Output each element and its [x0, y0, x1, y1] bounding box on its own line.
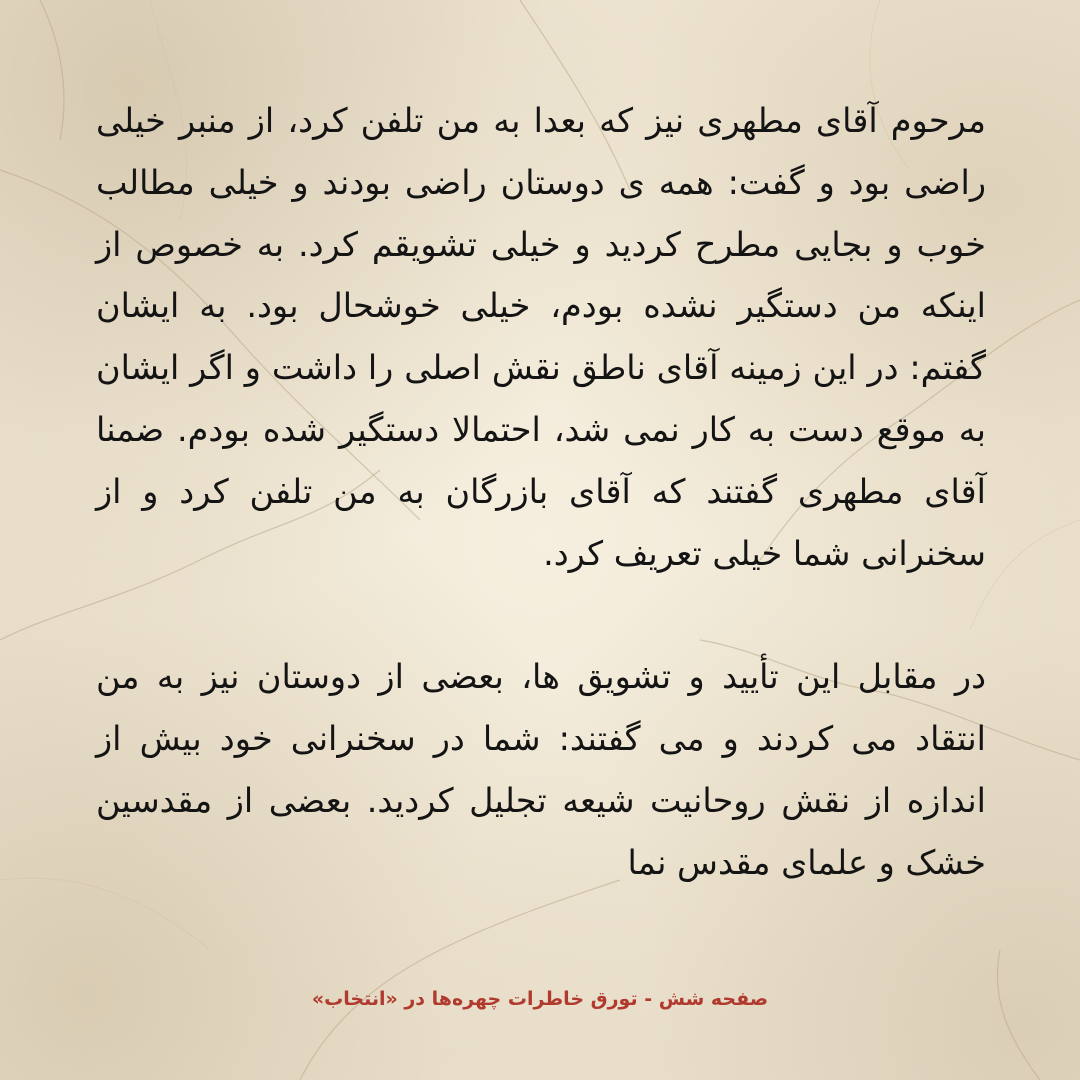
paper-crease: [300, 880, 620, 1080]
article-paragraph: در مقابل این تأیید و تشویق ها، بعضی از دوستان نیز به من انتقاد می کردند و می گفتند: شما در سخنرانی خود بیش از اندازه از نقش روحانیت شیعه تجلیل کردید. بعضی از مقدسین خشک و علمای مقدس نما: [96, 657, 986, 882]
page-caption: صفحه شش - تورق خاطرات چهره‌ها در «انتخاب»: [311, 988, 769, 1010]
paper-crease: [997, 950, 1040, 1080]
paper-crease: [970, 520, 1080, 630]
article-text: [96, 90, 986, 893]
article-paragraph: مرحوم آقای مطهری نیز که بعدا به من تلفن کرد، از منبر خیلی راضی بود و گفت: همه ی دوستان راضی بودند و خیلی مطالب خوب و بجایی مطرح کردید و خیلی تشویقم کرد. به خصوص از اینکه من دستگیر نشده بودم، خیلی خوشحال بود. به ایشان گفتم: در این زمینه آقای ناطق نقش اصلی را داشت و اگر ایشان به موقع دست به کار نمی شد، احتمالا دستگیر شده بودم. ضمنا آقای مطهری گفتند که آقای بازرگان به من تلفن کرد و از سخنرانی شما خیلی تعریف کرد.: [96, 101, 986, 573]
paper-crease: [40, 0, 64, 140]
